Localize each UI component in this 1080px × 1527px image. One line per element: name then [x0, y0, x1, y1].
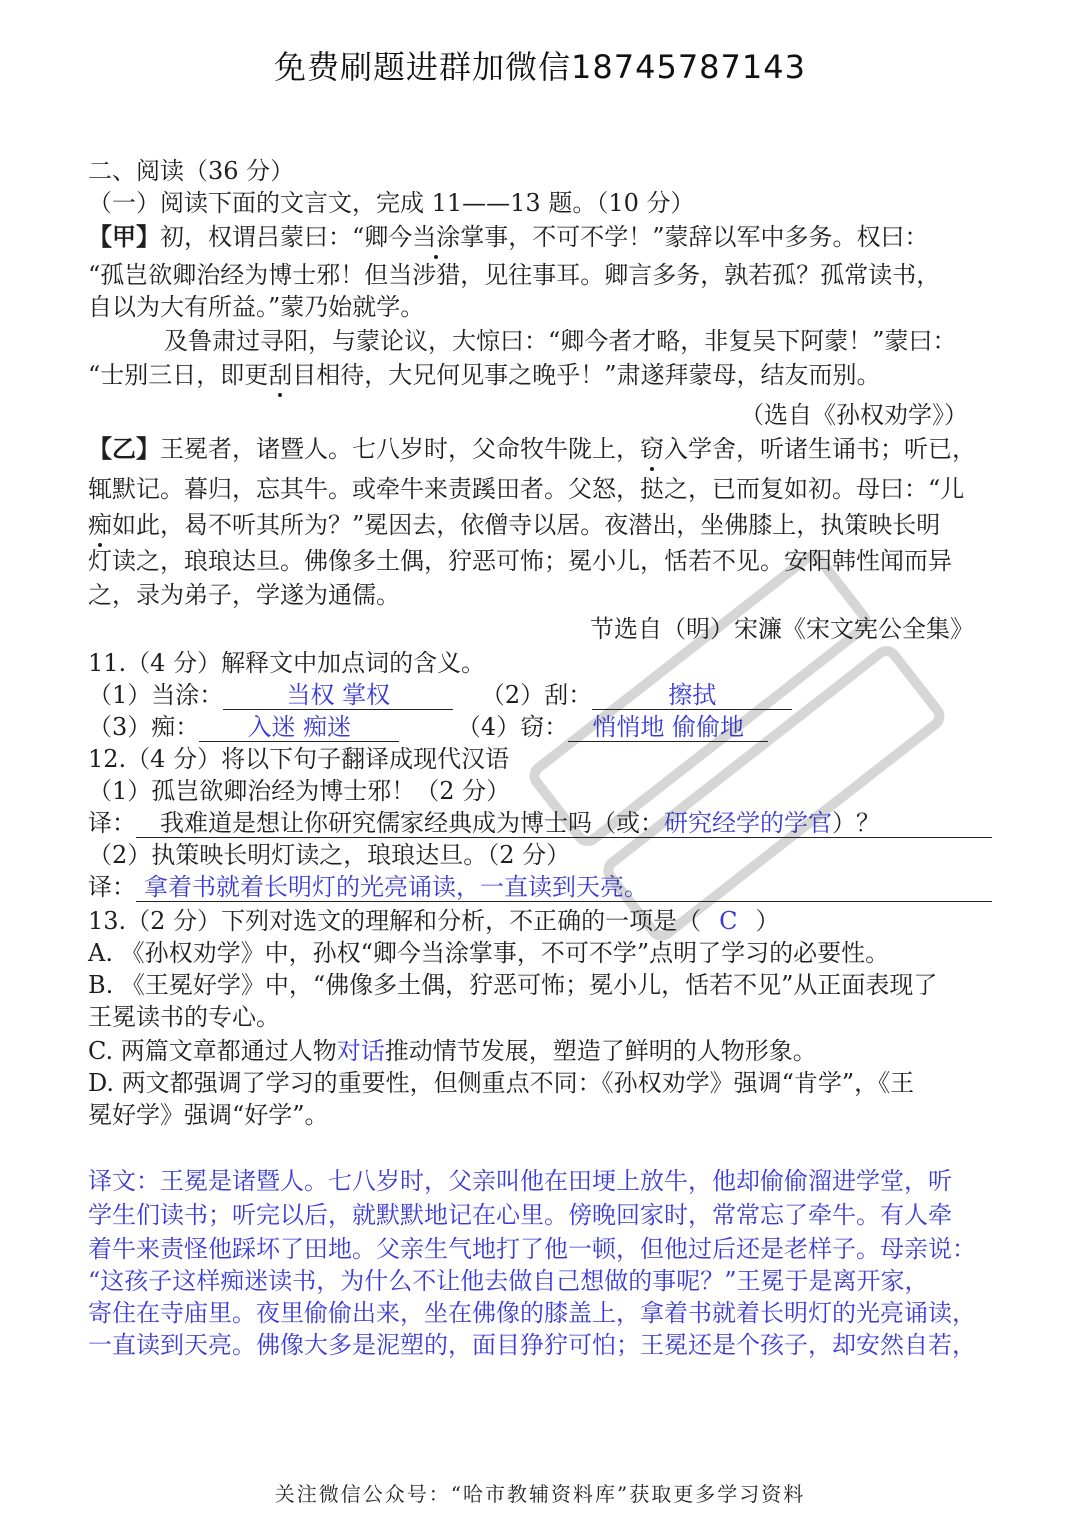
q13-stem [88, 906, 779, 936]
answer-text: 研究经学的学官 [664, 809, 832, 837]
q11-item-4-label: （4）窃： [456, 713, 569, 741]
passage-b-line-2: 辄默记。暮归，忘其牛。或牵牛来责蹊田者。父怒，挞之，已而复如初。母曰：“儿 [88, 475, 965, 503]
passage-b-line-5: 之，录为弟子，学遂为通儒。 [88, 581, 400, 609]
q11-item-3-label: （3）痴： [88, 713, 200, 741]
text-segment: C. 两篇文章都通过人物 [88, 1037, 337, 1065]
q12-sentence-2: （2）执策映长明灯读之，琅琅达旦。（2 分） [88, 841, 571, 869]
section-title: 二、阅读（36 分） [88, 157, 295, 185]
q11-answer-2: 擦拭 [592, 681, 792, 710]
text-segment: 目相待，大兄何见事之晚乎！”肃遂拜蒙母，结友而别。 [292, 361, 881, 389]
q13-option-b-line-2: 王冕读书的专心。 [88, 1003, 280, 1031]
q13-option-d-line-1: D. 两文都强调了学习的重要性，但侧重点不同：《孙权劝学》强调“肯学”，《王 [88, 1069, 915, 1097]
passage-a-line-1 [88, 222, 929, 252]
q13-option-c [88, 1036, 817, 1066]
passage-a-source: （选自《孙权劝学》） [740, 401, 968, 429]
translation-line-4: “这孩子这样痴迷读书，为什么不让他去做自己想做的事呢？”王冕于是离开家， [88, 1267, 929, 1295]
dotted-word: 当涂 [412, 223, 461, 251]
q11-row-2 [88, 712, 768, 742]
translation-line-2: 学生们读书；听完以后，就默默地记在心里。傍晚回家时，常常忘了牵牛。有人牵 [88, 1201, 952, 1229]
q12-answer-1 [136, 809, 992, 838]
translation-line-3: 着牛来责怪他踩坏了田地。父亲生气地打了他一顿，但他过后还是老样子。母亲说： [88, 1235, 976, 1263]
text-segment: 对话 [336, 1037, 385, 1065]
q11-answer-4: 悄悄地 偷偷地 [568, 713, 768, 742]
q12-stem: 12.（4 分）将以下句子翻译成现代汉语 [88, 745, 510, 773]
dotted-word: 痴 [88, 511, 112, 539]
q13-option-d-line-2: 冕好学》强调“好学”。 [88, 1101, 329, 1129]
translation-label: 译： [88, 809, 136, 837]
q12-translation-2 [88, 872, 992, 902]
answer-text: （或： [592, 809, 664, 837]
text-segment: 初，权谓吕蒙曰：“卿今 [160, 223, 413, 251]
passage-b-line-1 [88, 434, 976, 464]
q11-row-1 [88, 680, 792, 710]
text-segment: 推动情节发展，塑造了鲜明的人物形象。 [384, 1037, 817, 1065]
translation-line-6: 一直读到天亮。佛像大多是泥塑的，面目狰狞可怕；王冕还是个孩子，却安然自若， [88, 1331, 976, 1359]
translation-line-5: 寄住在寺庙里。夜里偷偷出来，坐在佛像的膝盖上，拿着书就着长明灯的光亮诵读， [88, 1299, 976, 1327]
text-segment: 掌事，不可不学！”蒙辞以军中多务。权曰： [460, 223, 929, 251]
passage-b-source: 节选自（明）宋濂《宋文宪公全集》 [590, 615, 974, 643]
q13-stem-close: ） [755, 907, 780, 935]
section-subtitle: （一）阅读下面的文言文，完成 11——13 题。（10 分） [88, 189, 695, 217]
translation-line-1: 译文：王冕是诸暨人。七八岁时，父亲叫他在田埂上放牛，他却偷偷溜进学堂，听 [88, 1167, 952, 1195]
q12-sentence-1: （1）孤岂欲卿治经为博士邪！（2 分） [88, 777, 511, 805]
passage-b-line-4: 灯读之，琅琅达旦。佛像多土偶，狞恶可怖；冕小儿，恬若不见。安阳韩性闻而异 [88, 547, 952, 575]
dotted-word: 窃 [640, 435, 664, 463]
passage-a-line-3: 自以为大有所益。”蒙乃始就学。 [88, 293, 425, 321]
q13-answer: C [719, 907, 738, 935]
page-header: 免费刷题进群加微信18745787143 [274, 48, 806, 86]
text-segment: 如此，曷不听其所为？”冕因去，依僧寺以居。夜潜出，坐佛膝上，执策映长明 [112, 511, 941, 539]
passage-a-line-4: 及鲁肃过寻阳，与蒙论议，大惊曰：“卿今者才略，非复吴下阿蒙！”蒙曰： [164, 327, 957, 355]
text-segment: 王冕者，诸暨人。七八岁时，父命牧牛陇上， [160, 435, 640, 463]
dotted-word: 刮 [268, 361, 293, 389]
passage-a-tag: 【甲】 [88, 222, 160, 251]
passage-a-line-2: “孤岂欲卿治经为博士邪！但当涉猎，见往事耳。卿言多务，孰若孤？孤常读书， [88, 261, 941, 289]
q11-stem: 11.（4 分）解释文中加点词的含义。 [88, 649, 486, 677]
passage-b-tag: 【乙】 [88, 434, 160, 463]
q13-option-a: A. 《孙权劝学》中，孙权“卿今当涂掌事，不可不学”点明了学习的必要性。 [88, 939, 890, 967]
q13-option-b-line-1: B. 《王冕好学》中，“佛像多土偶，狞恶可怖；冕小儿，恬若不见”从正面表现了 [88, 971, 938, 999]
text-segment: 入学舍，听诸生诵书；听已， [664, 435, 976, 463]
q11-answer-3: 入迷 痴迷 [199, 713, 399, 742]
q12-translation-1 [88, 808, 992, 838]
q11-answer-1: 当权 掌权 [223, 681, 453, 710]
passage-a-line-5 [88, 360, 881, 390]
text-segment: “士别三日，即更 [88, 361, 269, 389]
answer-text: ）？ [832, 809, 880, 837]
q11-item-1-label: （1）当涂： [88, 681, 224, 709]
translation-label: 译： [88, 873, 136, 901]
q12-answer-2: 拿着书就着长明灯的光亮诵读，一直读到天亮。 [136, 873, 992, 902]
q11-item-2-label: （2）刮： [480, 681, 593, 709]
page-footer: 关注微信公众号：“哈市教辅资料库”获取更多学习资料 [274, 1482, 806, 1506]
passage-b-line-3 [88, 510, 940, 540]
answer-text: 我难道是想让你研究儒家经典成为博士吗 [160, 809, 592, 837]
q13-stem-text: 13.（2 分）下列对选文的理解和分析，不正确的一项是（ [88, 907, 702, 935]
